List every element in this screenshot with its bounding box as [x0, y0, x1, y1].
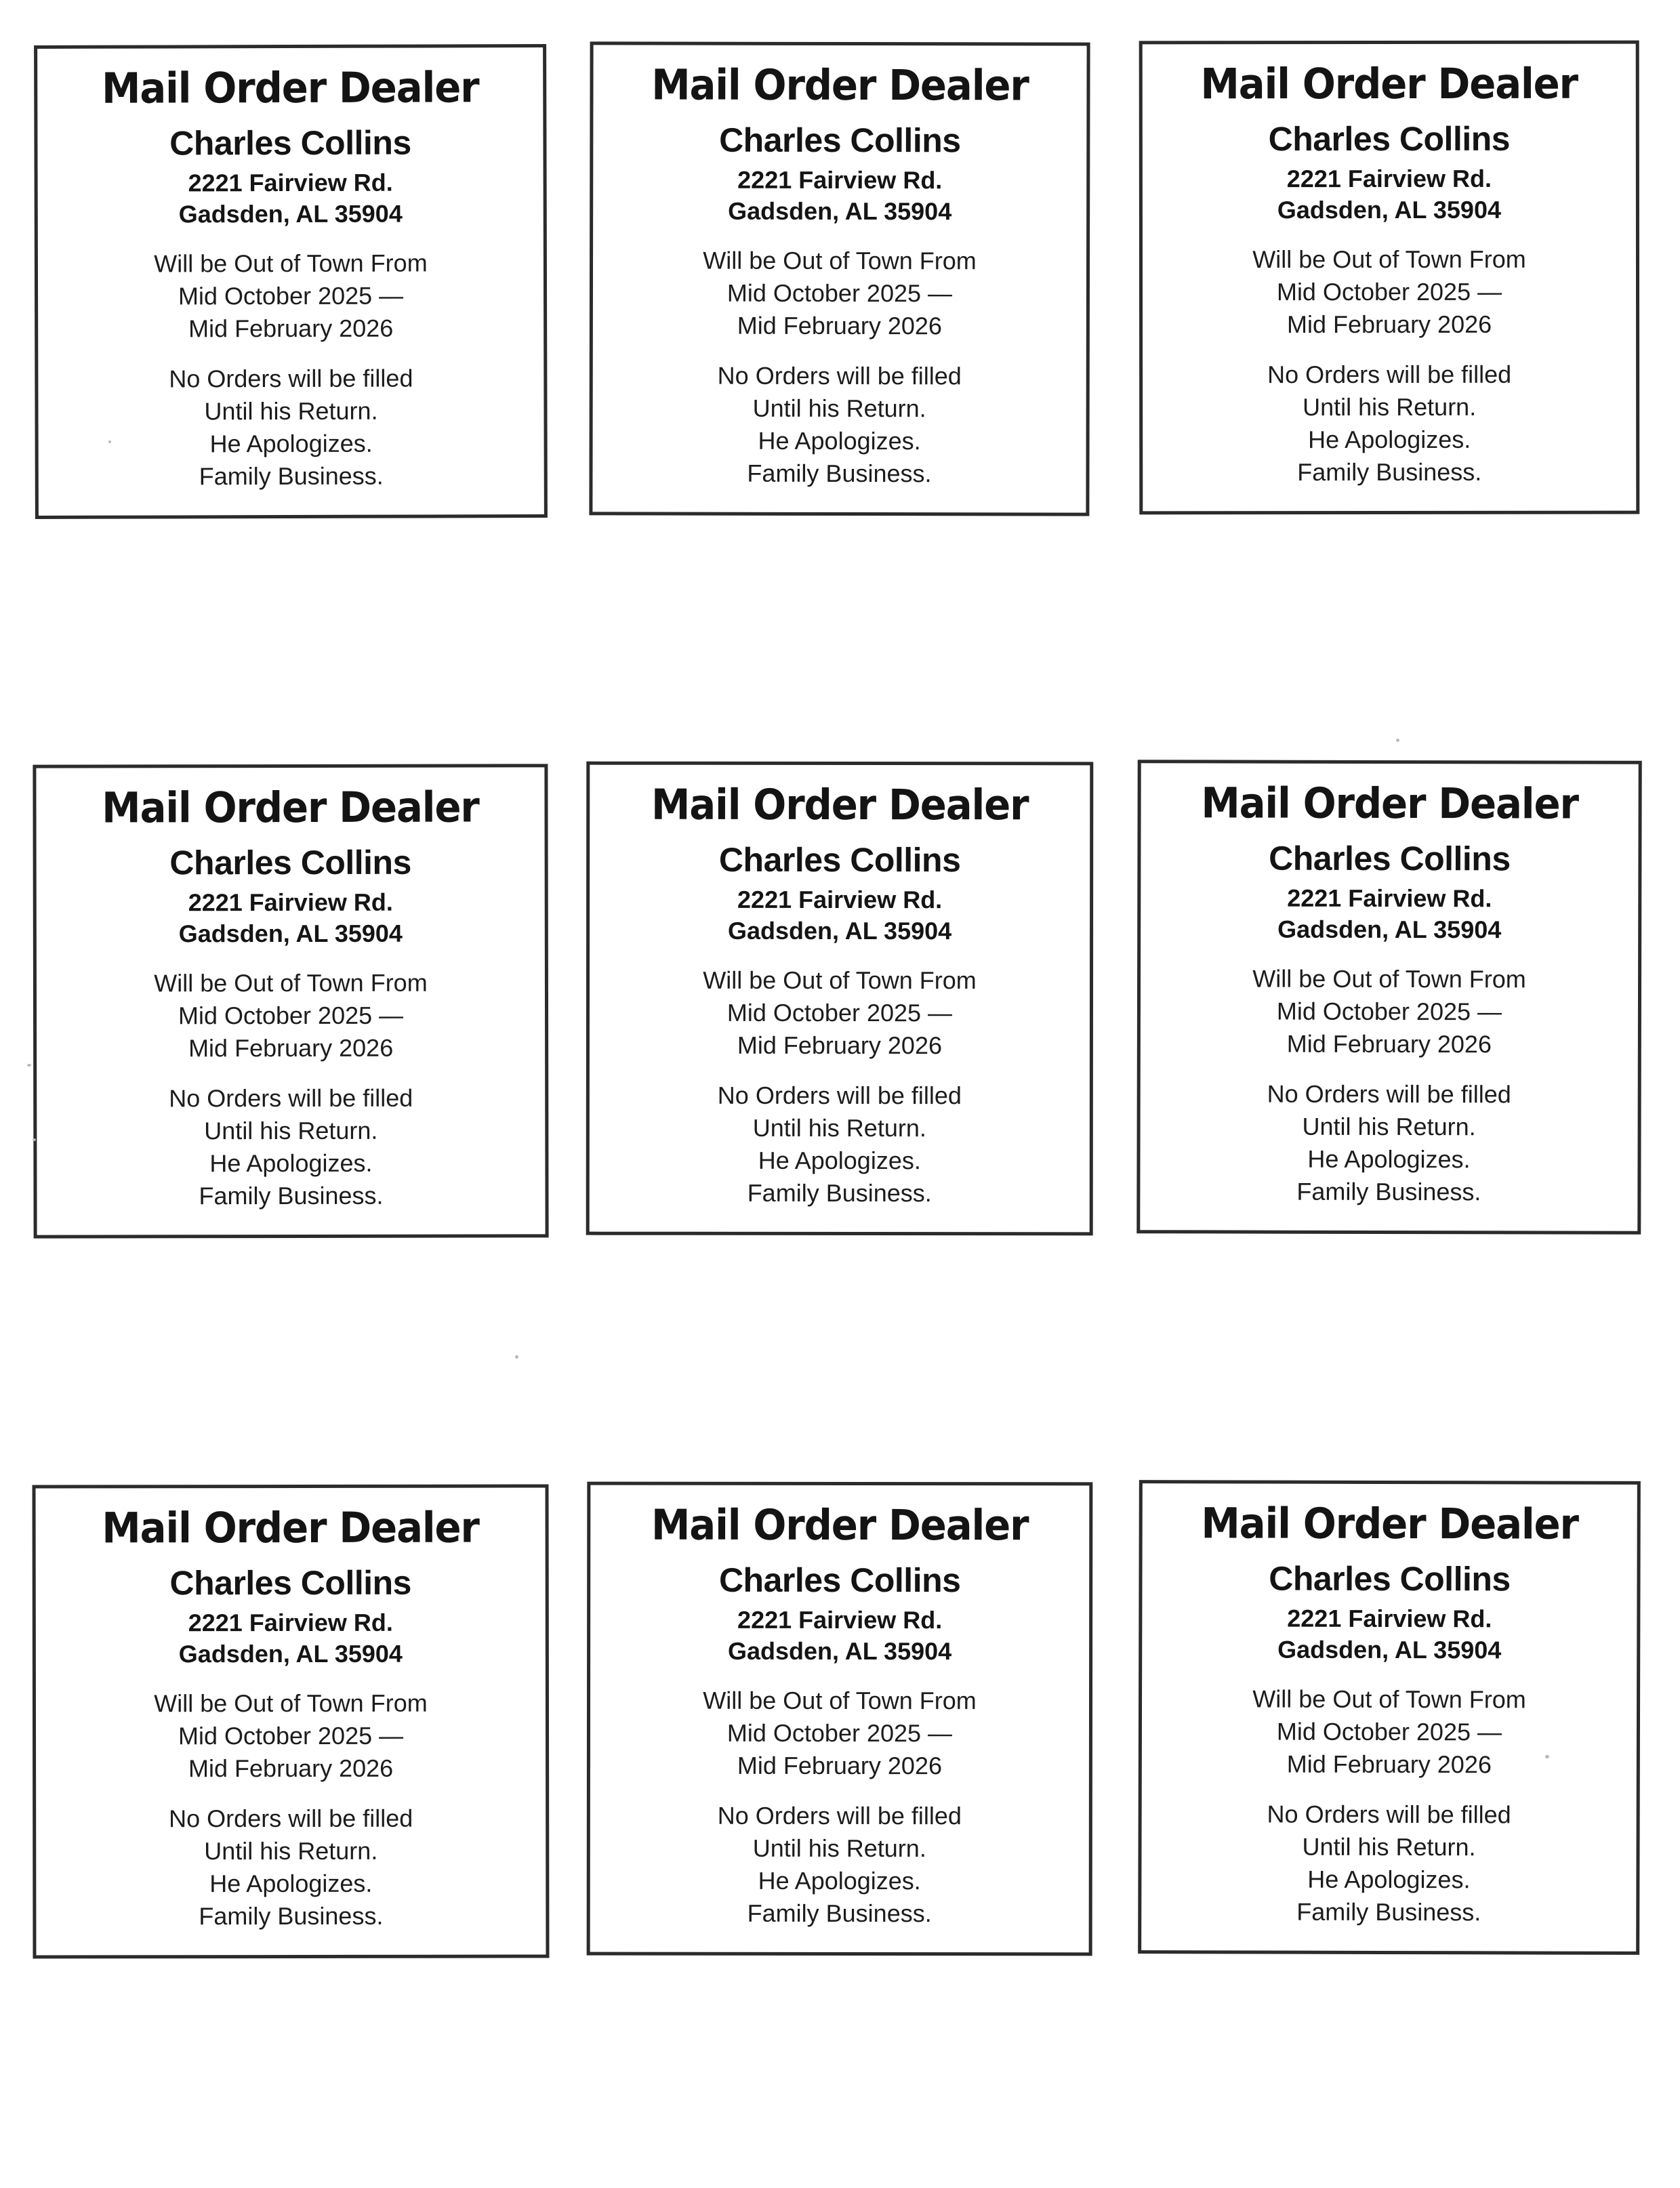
card-cell: [1126, 1478, 1653, 2147]
away-notice: [1158, 1683, 1620, 1781]
notice-line-4: Family Business.: [199, 1181, 384, 1210]
mail-order-dealer-card: [587, 1481, 1093, 1956]
notice-line-2: Until his Return.: [753, 1113, 927, 1142]
card-grid: [27, 41, 1653, 2147]
away-line-2: Mid October 2025 —: [178, 1002, 404, 1030]
away-line-2: Mid October 2025 —: [1276, 1717, 1502, 1746]
orders-notice: [53, 1082, 529, 1213]
card-title: Mail Order Dealer: [1201, 778, 1578, 829]
mail-order-dealer-card: [1136, 760, 1641, 1235]
card-cell: [576, 759, 1103, 1428]
address-line-1: 2221 Fairview Rd.: [737, 165, 943, 194]
notice-line-2: Until his Return.: [1302, 1832, 1476, 1861]
notice-line-1: No Orders will be filled: [718, 361, 962, 390]
card-cell: [576, 1478, 1103, 2147]
notice-line-2: Until his Return.: [204, 1116, 378, 1145]
away-notice: [1157, 963, 1622, 1061]
dealer-name: Charles Collins: [1268, 119, 1510, 159]
notice-line-1: No Orders will be filled: [169, 1804, 413, 1832]
away-line-3: Mid February 2026: [188, 1034, 394, 1062]
card-title: Mail Order Dealer: [651, 780, 1029, 830]
away-line-3: Mid February 2026: [737, 1031, 943, 1060]
notice-line-1: No Orders will be filled: [169, 364, 413, 393]
address-line-2: Gadsden, AL 35904: [1277, 1635, 1502, 1664]
away-line-3: Mid February 2026: [1286, 310, 1492, 339]
dealer-address: [1159, 163, 1620, 226]
notice-line-2: Until his Return.: [204, 396, 378, 426]
away-notice: [52, 1687, 529, 1785]
notice-line-3: He Apologizes.: [1307, 1144, 1471, 1174]
away-line-2: Mid October 2025 —: [727, 999, 953, 1027]
notice-line-3: He Apologizes.: [209, 1149, 373, 1178]
away-notice: [606, 964, 1073, 1062]
dealer-address: [607, 884, 1074, 947]
address-line-1: 2221 Fairview Rd.: [737, 1605, 943, 1634]
card-title: Mail Order Dealer: [102, 62, 479, 113]
orders-notice: [609, 359, 1070, 490]
card-title: Mail Order Dealer: [1201, 1498, 1578, 1549]
notice-line-3: He Apologizes.: [1307, 1864, 1471, 1893]
address-line-2: Gadsden, AL 35904: [178, 1639, 403, 1668]
away-line-1: Will be Out of Town From: [154, 1689, 428, 1718]
dealer-address: [54, 167, 527, 230]
address-line-1: 2221 Fairview Rd.: [188, 888, 394, 917]
dealer-name: Charles Collins: [169, 1563, 412, 1602]
dealer-address: [607, 1604, 1073, 1667]
address-line-1: 2221 Fairview Rd.: [1286, 164, 1492, 193]
notice-line-2: Until his Return.: [1302, 392, 1477, 421]
orders-notice: [1157, 1798, 1620, 1928]
card-title: Mail Order Dealer: [651, 60, 1029, 110]
dealer-name: Charles Collins: [1268, 1559, 1511, 1598]
card-cell: [1126, 41, 1653, 710]
dealer-name: Charles Collins: [169, 844, 412, 882]
card-cell: [1126, 759, 1653, 1428]
address-line-1: 2221 Fairview Rd.: [188, 1608, 394, 1636]
notice-line-4: Family Business.: [747, 1178, 933, 1207]
notice-line-4: Family Business.: [747, 1899, 933, 1927]
away-line-1: Will be Out of Town From: [1252, 245, 1526, 274]
dealer-address: [53, 887, 529, 950]
orders-notice: [607, 1799, 1073, 1929]
notice-line-3: He Apologizes.: [758, 1146, 922, 1175]
notice-line-1: No Orders will be filled: [169, 1083, 413, 1113]
mail-order-dealer-card: [34, 44, 548, 519]
notice-line-4: Family Business.: [199, 461, 384, 490]
notice-line-2: Until his Return.: [1302, 1112, 1476, 1141]
mail-order-dealer-card: [586, 762, 1094, 1236]
away-line-3: Mid February 2026: [1286, 1030, 1492, 1058]
dealer-address: [1157, 883, 1622, 947]
notice-line-3: He Apologizes.: [1307, 425, 1471, 453]
orders-notice: [52, 1802, 529, 1932]
away-line-2: Mid October 2025 —: [1276, 277, 1502, 306]
away-line-1: Will be Out of Town From: [154, 969, 428, 997]
away-line-2: Mid October 2025 —: [178, 281, 404, 310]
notice-line-3: He Apologizes.: [209, 1869, 373, 1897]
away-line-3: Mid February 2026: [1286, 1750, 1492, 1779]
away-line-1: Will be Out of Town From: [703, 966, 977, 995]
notice-line-4: Family Business.: [1296, 1177, 1481, 1206]
dealer-name: Charles Collins: [719, 1561, 961, 1599]
notice-line-4: Family Business.: [1296, 1897, 1481, 1926]
address-line-2: Gadsden, AL 35904: [178, 199, 403, 228]
notice-line-3: He Apologizes.: [758, 426, 922, 455]
orders-notice: [1156, 1077, 1621, 1208]
dealer-address: [52, 1607, 529, 1670]
away-line-2: Mid October 2025 —: [178, 1721, 404, 1750]
notice-line-3: He Apologizes.: [758, 1866, 922, 1895]
away-notice: [1159, 243, 1620, 341]
notice-line-1: No Orders will be filled: [718, 1801, 962, 1830]
notice-line-4: Family Business.: [199, 1901, 384, 1930]
address-line-2: Gadsden, AL 35904: [728, 917, 952, 945]
card-cell: [27, 759, 554, 1428]
away-notice: [609, 245, 1070, 343]
away-line-3: Mid February 2026: [188, 1754, 394, 1782]
notice-line-2: Until his Return.: [753, 394, 927, 422]
address-line-2: Gadsden, AL 35904: [178, 920, 403, 948]
dealer-address: [610, 165, 1071, 228]
away-line-1: Will be Out of Town From: [154, 249, 428, 278]
address-line-2: Gadsden, AL 35904: [1277, 196, 1501, 224]
orders-notice: [606, 1079, 1073, 1210]
dealer-address: [1158, 1603, 1620, 1666]
notice-line-1: No Orders will be filled: [1267, 360, 1512, 389]
mail-order-dealer-card: [590, 41, 1090, 516]
away-notice: [607, 1685, 1073, 1782]
mail-order-dealer-card: [33, 764, 549, 1239]
away-notice: [53, 967, 529, 1065]
dealer-name: Charles Collins: [169, 123, 411, 163]
orders-notice: [1159, 358, 1620, 489]
away-line-1: Will be Out of Town From: [1252, 1685, 1526, 1714]
dealer-name: Charles Collins: [1268, 840, 1511, 878]
away-line-3: Mid February 2026: [188, 314, 394, 343]
mail-order-dealer-card: [1139, 41, 1640, 515]
away-line-2: Mid October 2025 —: [727, 278, 953, 308]
address-line-2: Gadsden, AL 35904: [728, 1636, 952, 1666]
address-line-1: 2221 Fairview Rd.: [1287, 1604, 1492, 1633]
address-line-2: Gadsden, AL 35904: [1277, 915, 1502, 944]
card-title: Mail Order Dealer: [651, 1500, 1029, 1550]
notice-line-1: No Orders will be filled: [1267, 1079, 1511, 1109]
away-line-2: Mid October 2025 —: [1276, 997, 1502, 1026]
mail-order-dealer-card: [1138, 1480, 1641, 1955]
away-line-3: Mid February 2026: [737, 1751, 943, 1779]
notice-line-2: Until his Return.: [204, 1836, 378, 1865]
away-line-2: Mid October 2025 —: [727, 1718, 953, 1747]
notice-line-4: Family Business.: [747, 459, 933, 487]
dealer-name: Charles Collins: [719, 841, 961, 880]
address-line-2: Gadsden, AL 35904: [728, 197, 952, 226]
card-title: Mail Order Dealer: [102, 1502, 480, 1553]
orders-notice: [54, 362, 527, 493]
card-cell: [576, 41, 1103, 710]
card-title: Mail Order Dealer: [102, 782, 479, 833]
away-line-1: Will be Out of Town From: [1252, 965, 1526, 994]
card-title: Mail Order Dealer: [1200, 58, 1578, 109]
notice-line-3: He Apologizes.: [209, 429, 373, 457]
card-cell: [27, 1478, 554, 2147]
dealer-name: Charles Collins: [719, 121, 962, 160]
notice-line-2: Until his Return.: [753, 1834, 927, 1862]
mail-order-dealer-card: [33, 1484, 550, 1958]
card-cell: [27, 41, 554, 710]
away-line-1: Will be Out of Town From: [703, 1686, 977, 1715]
address-line-1: 2221 Fairview Rd.: [737, 886, 943, 914]
away-line-1: Will be Out of Town From: [703, 246, 977, 275]
away-notice: [54, 247, 527, 345]
address-line-1: 2221 Fairview Rd.: [1286, 884, 1492, 913]
notice-line-1: No Orders will be filled: [1267, 1800, 1511, 1828]
notice-line-1: No Orders will be filled: [718, 1081, 962, 1110]
away-line-3: Mid February 2026: [737, 311, 943, 340]
address-line-1: 2221 Fairview Rd.: [188, 168, 393, 197]
notice-line-4: Family Business.: [1296, 457, 1482, 486]
